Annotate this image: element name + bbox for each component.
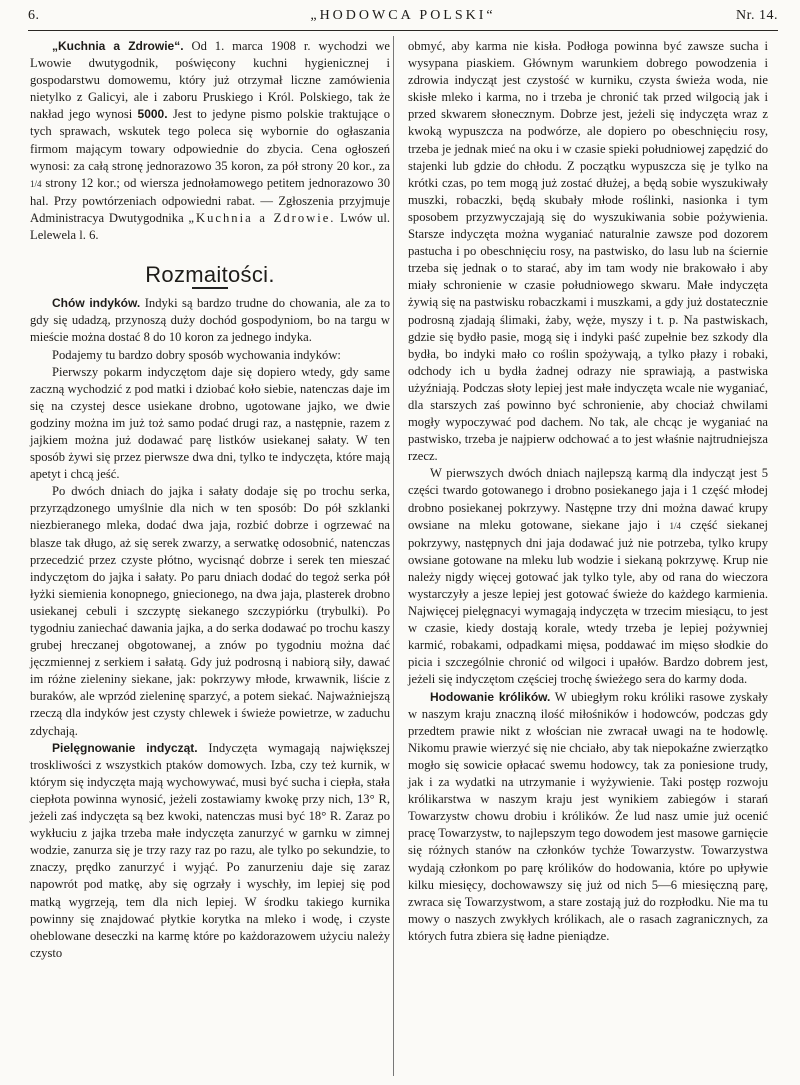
kroliki-title: Hodowanie królików. [430, 689, 551, 704]
page-number: 6. [28, 8, 40, 23]
kuchnia-name: „Kuchnia a Zdrowie. [188, 210, 336, 225]
kroliki-paragraph [408, 689, 768, 945]
kuchnia-text-3: strony 12 kor.; od wiersza jednołamowego petitem jednorazowo 30 hal. Przy powtórzeniach odpowiedni rabat. — Zgłoszenia przyjmuje Administracya Dwutygodnika [30, 175, 390, 225]
right-fraction: 1/4 [669, 520, 682, 531]
pielegnowanie-paragraph [30, 740, 390, 962]
column-divider [393, 36, 394, 1076]
header-rule [28, 30, 778, 31]
kroliki-text: W ubiegłym roku króliki rasowe zyskały w naszym kraju znaczną ilość miłośników i hodowców, podczas gdy przedtem prawie nikt z włościan nie zwracał uwagi na te hodowlę. Nikomu prawie wierzyć się nie chciało, aby tak niepokaźne zwierzątko mogło się sowicie opłacać swemu hodowcy, tak za poniesione trudy, jak i za wydatki na utrzymanie i wyżywienie. Taki postęp rozwoju królikarstwa w naszym kraju jest wynikiem zabiegów i starań Towarzystw chowu drobiu i królików. Że lud nasz umie już ocenić pracę Towarzystw, to najlepszym tego dowodem jest masowe garnięcie się różnych stanów na członków tychże Towarzystw. Towarzystwa wydają członkom po parę królików do hodowania, które po upływie kilku miesięcy, dochowawszy się już od nich 5—6 miesięczną parę, zwraca się Towarzystwom, a stare zostają już do rozpłodku. Nie ma tu mowy o naszych zwykłych królikach, ale o rasach zagranicznych, za których futra zbiera się ładne pieniądze. [408, 689, 768, 943]
pielegnowanie-text: Indyczęta wymagają największej troskliwości z wszystkich ptaków domowych. Izba, czy też kurnik, w którym się indyczęta mają wychowywać, musi być sucha i ciepła, stała ciepłota powinna wynosić, jeżeli zostawiamy kwokę przy nich, 13° R, jeżeli zaś indyczęta są bez kwoki, natenczas musi być 18° R. Zaraz po wykłuciu z jajka trzeba małe indyczęta zanurzyć w garnku w zimnej wodzie, zanurza się je trzy razy raz po razu, ale tylko po sekundzie, to znaczy, prędko zanurzyć i wyjąć. Po zanurzeniu daje się zaraz napowrót pod matkę, aby się ogrzały i wyschły, im lepiej się pod matką wygrzeją, tem dla nich lepiej. W środku takiego kurnika powinny się znajdować płytkie korytka na mleko i wodę, i czyste oheblowane deseczki na karmę które po każdorazowem użyciu należy czysto [30, 740, 390, 960]
kuchnia-circulation: 5000. [137, 107, 168, 122]
chow-paragraph-2: Podajemy tu bardzo dobry sposób wychowania indyków: [52, 347, 341, 362]
page-header [28, 6, 778, 28]
right-text-2b: część siekanej pokrzywy, następnych dni jaja dodawać już nie potrzeba, tylko krupy owsiane gotowane na mleku lub wodzie i siekaną pokrzywę. Krup nie należy nigdy więcej gotować jak tylko tyle, aby od rana do wieczora wystarczyły a jesze lepiej jest gotować świeże do każdego karmienia. Najwięcej pielęgnacyi wymagają indyczęta w trzecim miesiącu, to jest w czasie, kiedy dostają korale, wtedy trzeba je lepiej pożywniej karmić, robakami, odpadkami mięsa, poddawać im mięso słodkie do picia i szczególnie chronić od wilgoci i upałów. Bardzo dobrem jest, jeżeli się indyczętom częściej trochę świeżego sera do karmy doda. [408, 517, 768, 687]
section-dash [192, 287, 228, 289]
chow-paragraph-4: Po dwóch dniach do jajka i sałaty dodaje się po trochu serka, przyrządzonego umyślnie dla nich w ten sposób: Do pół szklanki niezbieranego mleka, dodać dwa jaja, rozbić dobrze i ogrzewać na blasze tak długo, aż się serek zwarzy, a serwatkę odosobnić, natenczas przecedzić przez czyste płótno, wycisnąć dobrze i serek ten mieszać indyczętom do jajka i sałaty. Po paru dniach dodać do tegoż serka pół łyżki siemienia konopnego, gniecionego, na dwa jaja, plasterek drobno usiekanej cebuli i szczyptę siekanego szczypiórku (trybulki). Po tygodniu zaniechać dawania jajka, a do serka dodawać po trochu kaszy grubej hreczanej obgotowanej, a znów po tygodniu można dać jęczmiennej z serkiem i sałatą. Gdy już podrosną i nabiorą siły, dawać im różne zieleniny siekane, jak: pokrzywy młode, krwawnik, liście z buraków, ale wprzód zieleninę sparzyć, a potem siekać. Najważniejszą rzeczą dla indyków jest czysty chlewek i świeże powietrze, w zaduchu zdychają. [30, 484, 390, 738]
left-column [30, 38, 390, 962]
chow-title: Chów indyków. [52, 296, 141, 311]
kuchnia-text-2: Jest to jedyne pismo polskie traktujące o tych sprawach, wskutek tego poleca się wybornie do ogłaszania firmom mającym towary odpowiednie do zbycia. Cena ogłoszeń wynosi: za całą stronę jednorazowo 35 koron, za pół strony 20 kor., za [30, 107, 390, 173]
right-paragraph-2 [408, 465, 768, 688]
journal-title: „HODOWCA POLSKI“ [310, 8, 496, 23]
kuchnia-fraction: 1/4 [30, 178, 42, 189]
chow-text-1: Indyki są bardzo trudne do chowania, ale za to gdy się udadzą, przynoszą duży dochód gospodyniom, bo na targu w mieście można dostać 8 do 10 koron za jednego indyka. [30, 296, 390, 345]
kuchnia-address: Lwów ul. Lelewela l. 6. [30, 210, 390, 243]
chow-paragraph-1 [30, 295, 390, 346]
right-text-2a: W pierwszych dwóch dniach najlepszą karmą dla indycząt jest 5 części twardo gotowanego i drobno posiekanego jaja i 1 część młodej drobno posiekanej pokrzywy. Następne trzy dni można dawać krupy owsiane na mleku gotowane, siekane jajo i [408, 466, 768, 532]
chow-paragraph-3: Pierwszy pokarm indyczętom daje się dopiero wtedy, gdy same zaczną wychodzić z pod matki i dziobać koło siebie, natenczas daje im się na czystej desce usiekane drobno, ugotowane jajko, we dwie godziny można im już toż samo podać drugi raz, a następnie, razem z jajkiem można już dodawać parę listków usiekanej sałaty. W ten sposób żywi się przez pierwsze dwa dni, tylko te indyczęta, które mają apetyt i chcą jeść. [30, 364, 390, 482]
pielegnowanie-title: Pielęgnowanie indycząt. [52, 740, 198, 755]
right-column [408, 38, 768, 945]
kuchnia-title: „Kuchnia a Zdrowie“. [52, 39, 184, 53]
right-paragraph-1: obmyć, aby karma nie kisła. Podłoga powinna być zawsze sucha i wysypana piaskiem. Głównym warunkiem dobrego powodzenia i zdrowia indycząt jest czystość w kurniku, czysta świeża woda, nie skisłe mleko i karma, no i trzeba je chronić tak przed wilgocią jak i przed skwarem słonecznym. Dobrze jest, jeżeli się indyczęta wraz z kwoką wypuszcza na podwórze, ale dopiero po obeschnięciu rosy, trzeba je jednak mieć na oku i w czasie spieki południowej zapędzić do stajenki lub gdzie do chłodu. Z początku wypuszcza się je tylko na krótki czas, po tem mogą już zostać dłużej, a będą sobie wyszukiwały muszki, robaczki, będą skubały młode roślinki, nasionka i tym sposobem przyzwyczajają się do wyszukiwania sobie pożywienia. Starsze indyczęta można wyganiać naturalnie zawsze pod dozorem pastucha i po obeschnięciu rosy, na pastwisko, do lasu lub na ściernie trzeba się jednak o to starać, aby im tam wody nie brakowało i aby miały schronienie w czasie południowego skwaru. Małe indyczęta żywią się na pastwisku robaczkami i muszkami, a gdy już dostatecznie podrosną zjadają ślimaki, żaby, węże, myszy i t. p. Na pastwiskach, gdzie się bydło pasie, mogą się i indyki paść zupełnie bez szkody dla bydła, bo indyki mało co roślin spożywają, a tylko płazy i robaki, odchody ich u bydła żadnej odrazy nie sprawiają, a pastwiska użyźniają. Podczas słoty lepiej jest małe indyczęta wcale nie wyganiać, dla starszych zaś powinno być schronienie, aby chociaż chwilami mogły wypoczywać pod dachem. No tak, ale chcąc je wyganiać na pastwisko, trzeba je najpierw odchować a to jest właśnie najtrudniejsza rzecz. [408, 39, 768, 464]
issue-number: Nr. 14. [736, 8, 778, 23]
section-title: Rozmaitości. [145, 262, 275, 288]
kuchnia-text-1: Od 1. marca 1908 r. wychodzi we Lwowie dwutygodnik, poświęcony kuchni hygienicznej i gospodarstwu domowemu, który już otrzymał liczne zamówienia nietylko z Galicyi, ale i zaboru Pruskiego i Król. Polskiego, tak że nakład jego wynosi [30, 39, 391, 122]
kuchnia-notice [30, 38, 390, 244]
